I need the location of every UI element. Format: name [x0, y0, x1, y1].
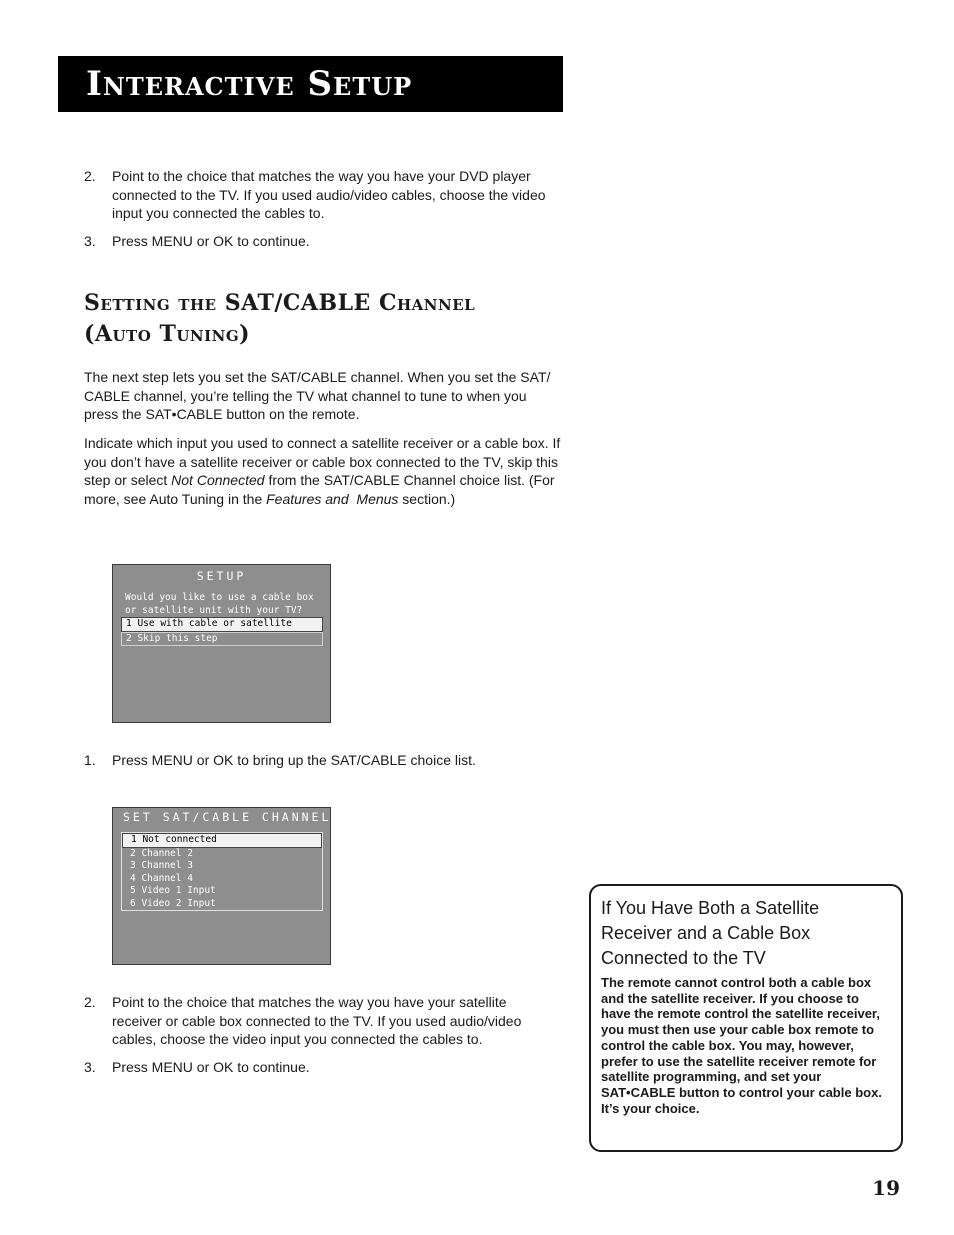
section-paragraph-1: The next step lets you set the SAT/CABLE channel. When you set the SAT/ CABLE channel, you’re telling the TV what channel to tune to when you press the SAT•CABLE button on the remote.: [84, 369, 551, 423]
list-item: [84, 751, 560, 770]
final-steps: [84, 993, 560, 1086]
channel-option-channel-4[interactable]: 4 Channel 4: [130, 872, 193, 884]
step-text: Point to the choice that matches the way you have your DVD player connected to the TV. If you used audio/video cables, choose the video input you connected the cables to.: [112, 168, 546, 222]
channel-choice-list: [121, 832, 323, 911]
page-number: 19: [872, 1176, 900, 1200]
step-number: 2.: [84, 994, 96, 1010]
list-item: [84, 167, 560, 223]
intro-steps: [84, 167, 560, 260]
section-heading-line2: (Auto Tuning): [84, 321, 251, 347]
channel-option-video-1[interactable]: 5 Video 1 Input: [130, 885, 216, 896]
channel-option-not-connected[interactable]: 1 Not connected: [122, 833, 322, 848]
step-text: Press MENU or OK to bring up the SAT/CABLE choice list.: [112, 752, 476, 768]
channel-option-video-2[interactable]: 6 Video 2 Input: [130, 897, 216, 909]
para2-text-2: from the SAT/CABLE Channel choice list. (For more, see Auto Tuning in the: [84, 472, 555, 507]
para2-italic-not-connected: Not Connected: [171, 472, 265, 489]
tip-sidebar: [589, 884, 903, 1152]
step-text: Point to the choice that matches the way you have your satellite receiver or cable box connected to the TV. If you used audio/video cables, choose the video input you connected the cables to.: [112, 994, 522, 1048]
menu-option-skip-step[interactable]: 2 Skip this step: [121, 632, 323, 647]
menu-option-use-cable-satellite[interactable]: 1 Use with cable or satellite: [121, 617, 323, 632]
step-number: 3.: [84, 233, 96, 250]
section-paragraph-2: [84, 434, 564, 508]
header-banner: [58, 56, 563, 112]
sat-cable-channel-screen: [112, 807, 331, 965]
channel-option-channel-3[interactable]: 3 Channel 3: [130, 860, 193, 871]
channel-option-channel-2[interactable]: 2 Channel 2: [130, 847, 193, 859]
step-number: 2.: [84, 168, 96, 184]
para2-italic-features-menus: Features and Menus: [266, 490, 399, 507]
sidebar-heading: If You Have Both a Satellite Receiver and a Cable Box Connected to the TV: [601, 898, 820, 968]
sidebar-body: The remote cannot control both a cable box and the satellite receiver. If you choose to have the remote control the satellite receiver, you must then use your cable box remote to control the cable box. You may, however, prefer to use the satellite receiver remote for satellite programming, and set your SAT•CABLE button to control your cable box. It’s your choice.: [601, 975, 882, 1116]
setup-screen-title: SETUP: [196, 569, 247, 583]
setup-screen-prompt: Would you like to use a cable box or satellite unit with your TV?: [125, 592, 314, 616]
setup-screen: [112, 564, 331, 723]
step-text: Press MENU or OK to continue.: [112, 1059, 310, 1076]
section-heading: [84, 288, 564, 350]
step-number: 3.: [84, 1059, 96, 1076]
screen1-steps: [84, 751, 560, 779]
section-heading-line1: Setting the SAT/CABLE Channel: [84, 290, 476, 316]
para2-text-3: section.): [398, 490, 456, 507]
para2-text-1: Indicate which input you used to connect a satellite receiver or a cable box. If you don’t have a satellite receiver or cable box connected to the TV, skip this step or select: [84, 435, 561, 489]
step-text: Press MENU or OK to continue.: [112, 233, 310, 250]
list-item: [84, 993, 560, 1049]
list-item: [84, 232, 560, 251]
step-number: 1.: [84, 752, 96, 768]
page-title: Interactive Setup: [86, 64, 413, 104]
list-item: [84, 1058, 560, 1077]
sat-cable-screen-title: SET SAT/CABLE CHANNEL: [123, 810, 332, 824]
